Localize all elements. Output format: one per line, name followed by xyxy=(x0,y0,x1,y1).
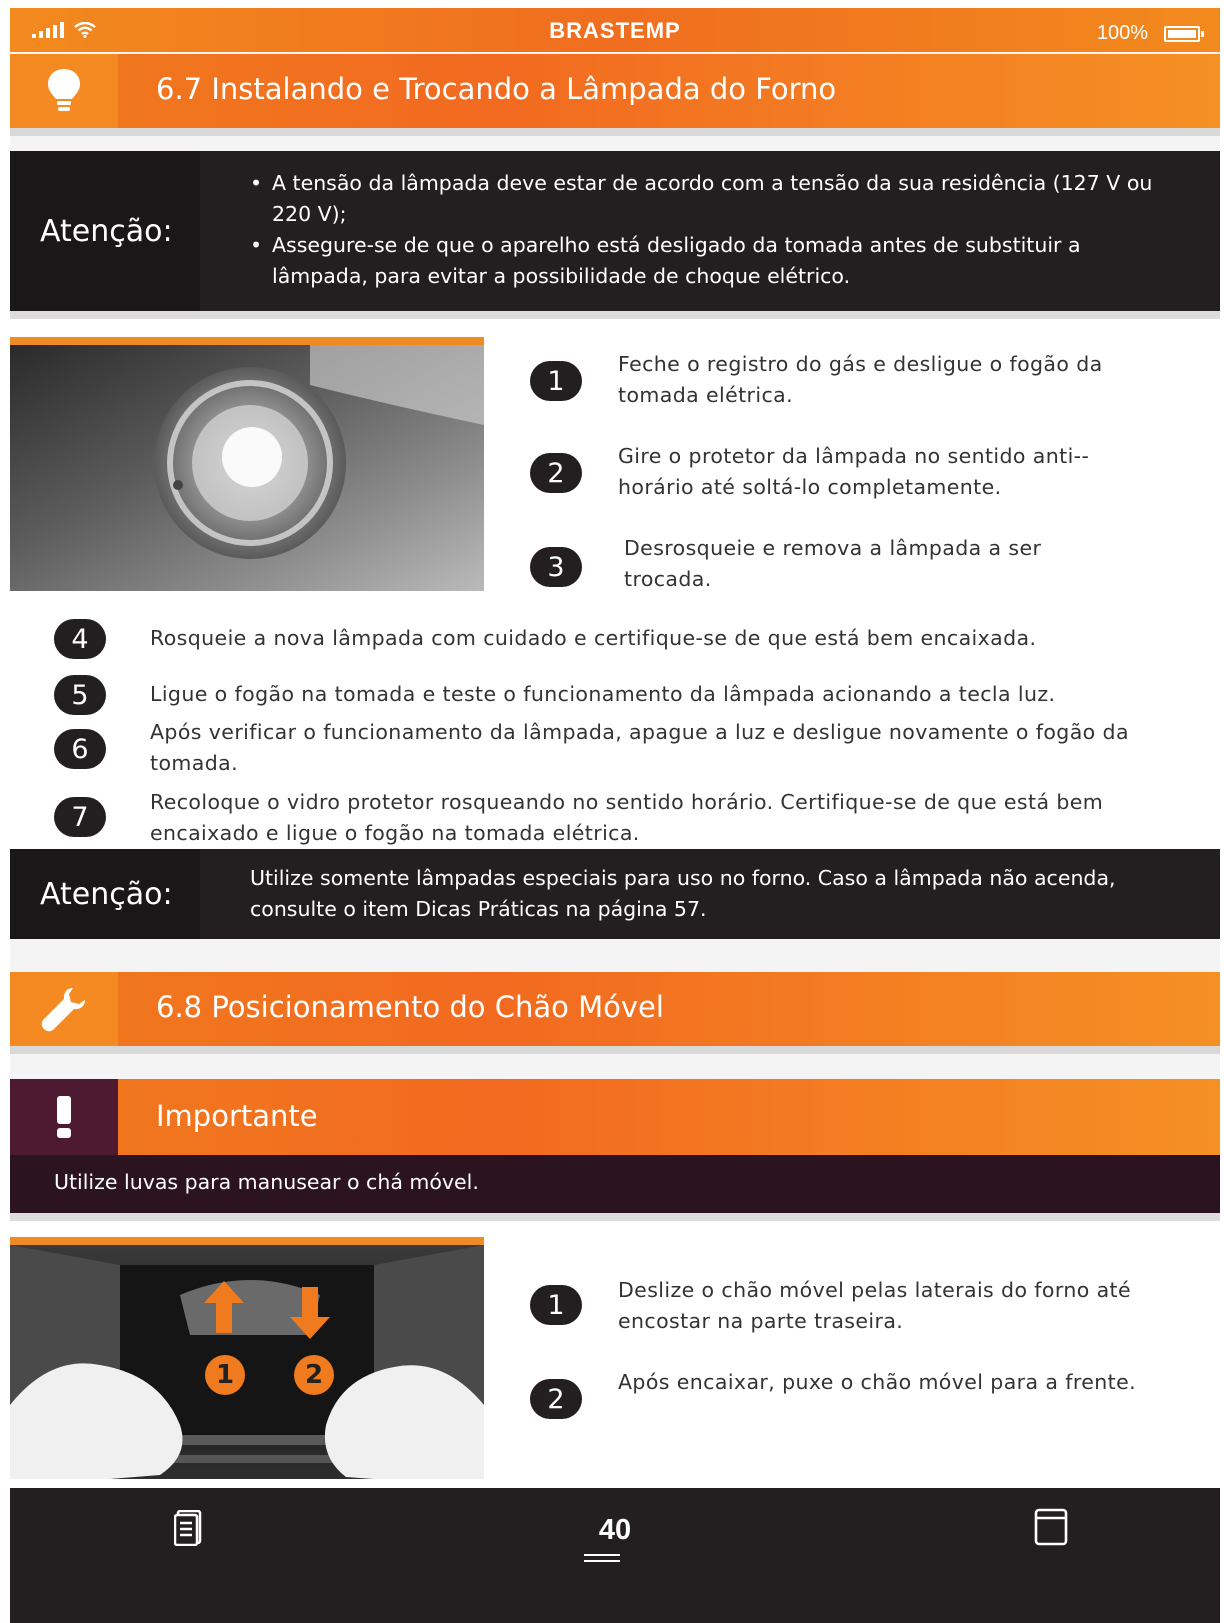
step-number: 3 xyxy=(530,547,582,587)
manual-page xyxy=(10,8,1220,1623)
photo-marker-1: 1 xyxy=(205,1355,245,1395)
brand-logo: BRASTEMP xyxy=(549,18,681,43)
panel-shadow xyxy=(10,1213,1220,1221)
attention-item: • A tensão da lâmpada deve estar de acordo com a tensão da sua residência (127 V ou 220 V); xyxy=(250,168,1182,230)
step-number: 6 xyxy=(54,729,106,769)
step-text: Após verificar o funcionamento da lâmpada, apague a luz e desligue novamente o fogão da tomada. xyxy=(150,720,1129,775)
important-text: Utilize luvas para manusear o chá móvel. xyxy=(10,1155,1220,1213)
important-title: Importante xyxy=(156,1099,318,1133)
attention-box xyxy=(10,849,1220,939)
step-number: 1 xyxy=(530,361,582,401)
step-text: Ligue o fogão na tomada e teste o funcionamento da lâmpada acionando a tecla luz. xyxy=(150,682,1056,706)
step-number: 4 xyxy=(54,619,106,659)
status-bar xyxy=(10,8,1220,52)
photo-marker-2: 2 xyxy=(294,1355,334,1395)
step-text: Após encaixar, puxe o chão móvel para a frente. xyxy=(618,1370,1137,1394)
attention-item: • Assegure-se de que o aparelho está desligado da tomada antes de substituir a lâmpada, para evitar a possibilidade de choque elétrico. xyxy=(250,230,1182,292)
battery-icon xyxy=(1164,26,1200,42)
attention-body: Utilize somente lâmpadas especiais para uso no forno. Caso a lâmpada não acenda, consulte o item Dicas Práticas na página 57. xyxy=(250,866,1116,921)
oven-lamp-photo xyxy=(10,337,484,591)
step-text: Deslize o chão móvel pelas laterais do forno até encostar na parte traseira. xyxy=(618,1278,1132,1333)
page-number[interactable]: 40 xyxy=(598,1514,632,1546)
section-title: 6.7 Instalando e Trocando a Lâmpada do Forno xyxy=(156,72,837,106)
attention-body xyxy=(250,168,1182,292)
attention-label: Atenção: xyxy=(10,151,200,311)
steps-panel-lamp xyxy=(10,319,1220,849)
panel-shadow xyxy=(10,311,1220,319)
step-text: Gire o protetor da lâmpada no sentido anti--horário até soltá-lo completamente. xyxy=(618,444,1090,499)
step-number: 2 xyxy=(530,453,582,493)
attention-label: Atenção: xyxy=(10,849,200,939)
important-header xyxy=(10,1079,1220,1155)
wrench-icon xyxy=(10,972,118,1046)
step-text: Desrosqueie e remova a lâmpada a ser trocada. xyxy=(624,536,1042,591)
step-text: Feche o registro do gás e desligue o fogão da tomada elétrica. xyxy=(618,352,1103,407)
exclamation-icon xyxy=(10,1079,118,1155)
section-title: 6.8 Posicionamento do Chão Móvel xyxy=(156,990,664,1024)
step-text: Recoloque o vidro protetor rosqueando no sentido horário. Certifique-se de que está bem encaixado e ligue o fogão na tomada elétrica. xyxy=(150,790,1104,845)
attention-list xyxy=(250,168,1182,292)
section-underline xyxy=(10,1046,1220,1054)
bottom-navigation xyxy=(10,1488,1220,1623)
step-number: 7 xyxy=(54,797,106,837)
step-number: 1 xyxy=(530,1285,582,1325)
oven-floor-photo xyxy=(10,1237,484,1479)
steps-panel-floor xyxy=(10,1221,1220,1488)
section-header-6-7 xyxy=(10,54,1220,128)
section-header-6-8 xyxy=(10,972,1220,1046)
step-number: 5 xyxy=(54,675,106,715)
battery-percentage: 100% xyxy=(1096,22,1148,44)
attention-box xyxy=(10,151,1220,311)
step-text: Rosqueie a nova lâmpada com cuidado e certifique-se de que está bem encaixada. xyxy=(150,626,1037,650)
section-underline xyxy=(10,128,1220,136)
panel-icon[interactable] xyxy=(1034,1508,1068,1546)
lightbulb-icon xyxy=(10,54,118,128)
step-number: 2 xyxy=(530,1379,582,1419)
